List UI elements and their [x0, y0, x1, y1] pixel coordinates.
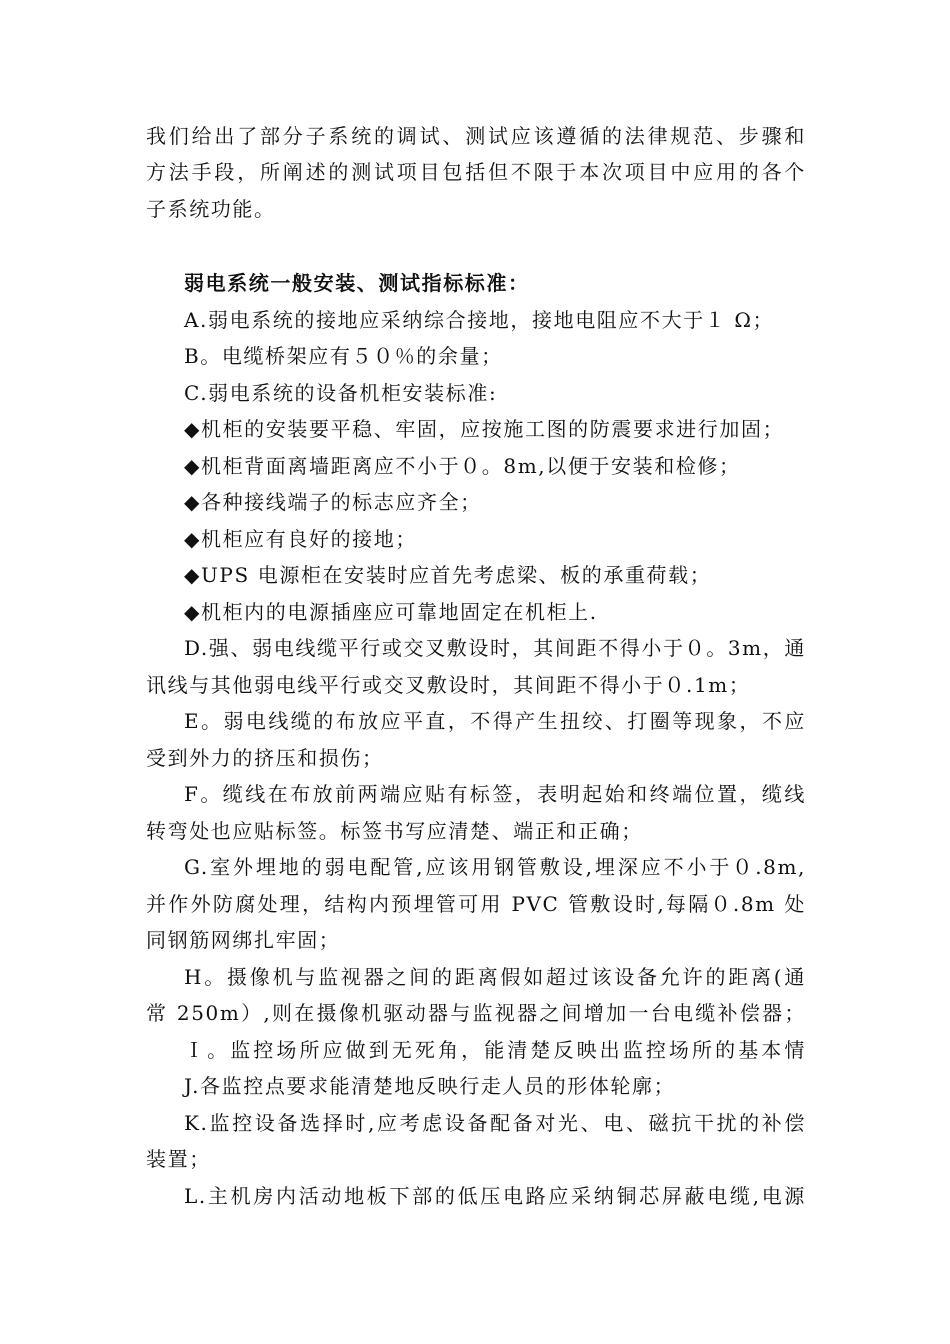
item-c: C.弱电系统的设备机柜安装标准:	[184, 381, 498, 405]
item-k-line-1: K.监控设备选择时,应考虑设备配备对光、电、磁抗干扰的补偿	[184, 1111, 806, 1135]
intro-line-1: 我们给出了部分子系统的调试、测试应该遵循的法律规范、步骤和	[146, 124, 806, 148]
item-g-line-2: 并作外防腐处理，结构内预埋管可用 PVC 管敷设时,每隔０.8m 处	[146, 892, 806, 916]
bullet-2: ◆机柜背面离墙距离应不小于０。8m,以便于安装和检修；	[184, 454, 741, 478]
bullet-3: ◆各种接线端子的标志应齐全；	[184, 490, 482, 514]
item-e-line-1: E。弱电线缆的布放应平直，不得产生扭绞、打圈等现象，不应	[184, 709, 806, 733]
section-heading: 弱电系统一般安装、测试指标标准：	[184, 271, 530, 295]
item-h-line-1: H。摄像机与监视器之间的距离假如超过该设备允许的距离(通	[184, 965, 806, 989]
bullet-4: ◆机柜应有良好的接地；	[184, 527, 417, 551]
item-e-line-2: 受到外力的挤压和损伤；	[146, 746, 384, 770]
item-i: Ｉ。监控场所应做到无死角，能清楚反映出监控场所的基本情	[184, 1038, 806, 1062]
item-a: A.弱电系统的接地应采纳综合接地，接地电阻应不大于１ Ω；	[184, 308, 775, 332]
item-d-line-1: D.强、弱电线缆平行或交叉敷设时，其间距不得小于０。3m，通	[184, 636, 806, 660]
item-b: B。电缆桥架应有５０％的余量；	[184, 344, 503, 368]
item-k-line-2: 装置；	[146, 1147, 211, 1171]
item-f-line-1: F。缆线在布放前两端应贴有标签，表明起始和终端位置，缆线	[184, 782, 806, 806]
item-g-line-1: G.室外埋地的弱电配管,应该用钢管敷设,埋深应不小于０.8m,	[184, 855, 806, 879]
item-d-line-2: 讯线与其他弱电线平行或交叉敷设时，其间距不得小于０.1m；	[146, 673, 751, 697]
bullet-5: ◆UPS 电源柜在安装时应首先考虑梁、板的承重荷载；	[184, 563, 712, 587]
intro-line-2: 方法手段，所阐述的测试项目包括但不限于本次项目中应用的各个	[146, 160, 806, 184]
item-l-line-1: L.主机房内活动地板下部的低压电路应采纳铜芯屏蔽电缆,电源	[184, 1184, 806, 1208]
intro-line-3: 子系统功能。	[146, 197, 276, 221]
bullet-1: ◆机柜的安装要平稳、牢固，应按施工图的防震要求进行加固；	[184, 417, 785, 441]
item-h-line-2: 常 250m）,则在摄像机驱动器与监视器之间增加一台电缆补偿器；	[146, 1001, 806, 1025]
bullet-6: ◆机柜内的电源插座应可靠地固定在机柜上.	[184, 600, 598, 624]
item-f-line-2: 转弯处也应贴标签。标签书写应清楚、端正和正确；	[146, 819, 643, 843]
item-j: J.各监控点要求能清楚地反映行走人员的形体轮廓；	[184, 1074, 676, 1098]
item-g-line-3: 同钢筋网绑扎牢固；	[146, 928, 341, 952]
